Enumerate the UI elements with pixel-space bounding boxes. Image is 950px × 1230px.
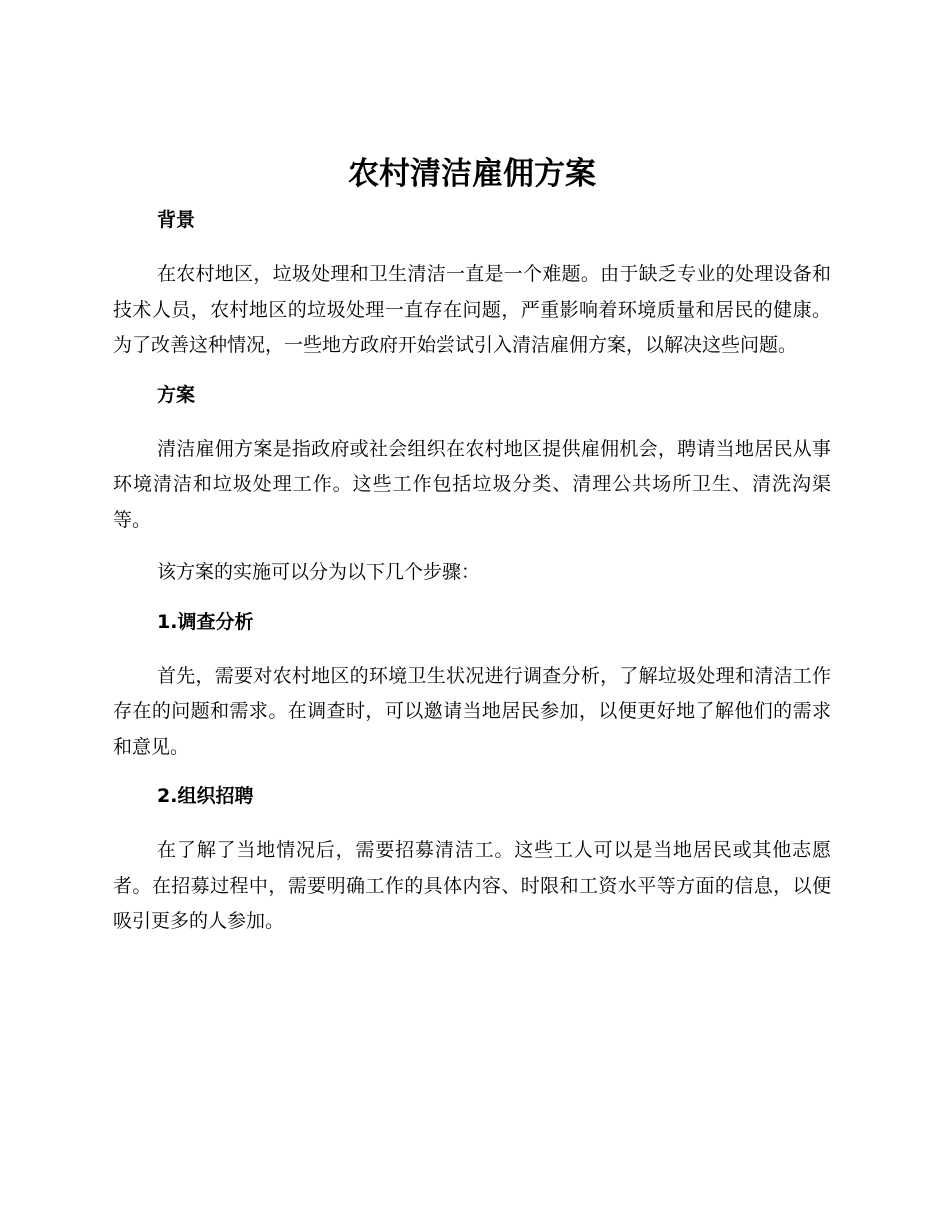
- paragraph-step1: 首先，需要对农村地区的环境卫生状况进行调查分析，了解垃圾处理和清洁工作存在的问题和需求。在调查时，可以邀请当地居民参加，以便更好地了解他们的需求和意见。: [113, 664, 831, 758]
- document-title: 农村清洁雇佣方案: [348, 156, 596, 192]
- paragraph-step2: 在了解了当地情况后，需要招募清洁工。这些工人可以是当地居民或其他志愿者。在招募过程中，需要明确工作的具体内容、时限和工资水平等方面的信息，以便吸引更多的人参加。: [113, 839, 831, 932]
- paragraph-background: 在农村地区，垃圾处理和卫生清洁一直是一个难题。由于缺乏专业的处理设备和技术人员，农村地区的垃圾处理一直存在问题，严重影响着环境质量和居民的健康。为了改善这种情况，一些地方政府开始尝试引入清洁雇佣方案，以解决这些问题。: [113, 263, 831, 356]
- section-heading-background: 背景: [157, 209, 196, 231]
- section-heading-plan: 方案: [157, 383, 196, 406]
- section-heading-step2: 2.组织招聘: [157, 785, 254, 807]
- paragraph-steps-intro: 该方案的实施可以分为以下几个步骤：: [157, 561, 481, 583]
- paragraph-plan: 清洁雇佣方案是指政府或社会组织在农村地区提供雇佣机会，聘请当地居民从事环境清洁和垃圾处理工作。这些工作包括垃圾分类、清理公共场所卫生、清洗沟渠等。: [113, 437, 831, 531]
- section-heading-step1: 1.调查分析: [157, 610, 254, 633]
- document-body: [113, 148, 831, 957]
